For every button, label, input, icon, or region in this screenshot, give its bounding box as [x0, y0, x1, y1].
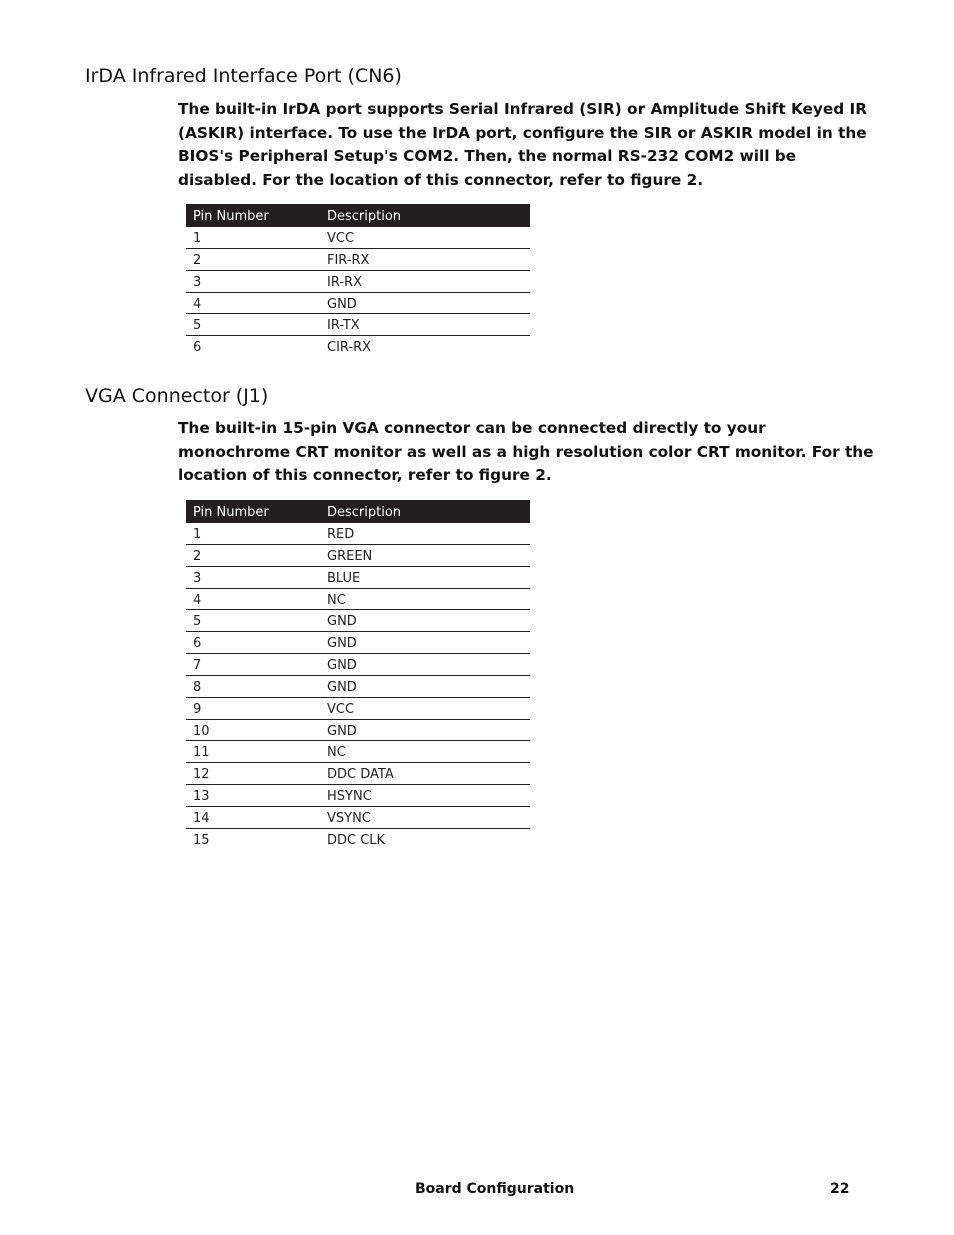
table-row: [186, 763, 530, 785]
table-row: [186, 698, 530, 720]
description-cell: GND: [327, 296, 357, 312]
irda-paragraph: The built-in IrDA port supports Serial Infrared (SIR) or Amplitude Shift Keyed IR (ASKIR) interface. To use the IrDA port, configure the SIR or ASKIR model in the BIOS's Peripheral Setup's COM2. Then, the normal RS-232 COM2 will be disabled. For the location of this connector, refer to figure 2.: [178, 100, 868, 189]
pin-number-cell: 12: [193, 767, 210, 783]
pin-number-cell: 8: [193, 679, 202, 695]
pin-number-cell: 9: [193, 701, 202, 717]
footer-section-title: Board Configuration: [415, 1181, 575, 1197]
pin-number-cell: 4: [193, 592, 202, 608]
table-row: [186, 336, 530, 357]
table-row: [186, 807, 530, 829]
vga-pin-table: [186, 500, 530, 850]
pin-number-cell: 13: [193, 789, 210, 805]
pin-number-cell: 2: [193, 548, 202, 564]
description-cell: GND: [327, 679, 357, 695]
description-cell: DDC CLK: [327, 832, 386, 848]
table-row: [186, 567, 530, 589]
header-description: Description: [327, 209, 402, 224]
table-row: [186, 676, 530, 698]
description-cell: GND: [327, 614, 357, 630]
description-cell: IR-RX: [327, 274, 362, 290]
description-cell: VCC: [327, 231, 355, 246]
description-cell: NC: [327, 592, 346, 608]
description-cell: IR-TX: [327, 318, 360, 334]
pin-number-cell: 1: [193, 527, 202, 542]
pin-number-cell: 10: [193, 723, 210, 739]
pin-number-cell: 11: [193, 745, 210, 761]
description-cell: HSYNC: [327, 789, 372, 805]
pin-number-cell: 5: [193, 614, 202, 630]
description-cell: GND: [327, 658, 357, 674]
description-cell: BLUE: [327, 570, 361, 586]
description-cell: NC: [327, 745, 346, 761]
pin-number-cell: 14: [193, 810, 210, 826]
description-cell: GND: [327, 723, 357, 739]
table-row: [186, 741, 530, 763]
description-cell: GND: [327, 636, 357, 652]
table-row: [186, 545, 530, 567]
vga-heading: VGA Connector (J1): [85, 385, 269, 407]
header-pin-number: Pin Number: [193, 505, 269, 520]
table-row: [186, 632, 530, 654]
description-cell: GREEN: [327, 548, 373, 564]
table-row: [186, 589, 530, 611]
pin-number-cell: 1: [193, 231, 202, 246]
vga-paragraph: The built-in 15-pin VGA connector can be connected directly to your monochrome CRT monitor as well as a high resolution color CRT monitor. For the location of this connector, refer to figure 2.: [178, 419, 874, 484]
header-pin-number: Pin Number: [193, 209, 269, 224]
description-cell: DDC DATA: [327, 767, 394, 783]
table-row: [186, 249, 530, 271]
table-row: [186, 785, 530, 807]
table-row: [186, 523, 530, 545]
irda-heading: IrDA Infrared Interface Port (CN6): [85, 65, 402, 87]
header-description: Description: [327, 505, 402, 520]
description-cell: FIR-RX: [327, 252, 370, 268]
description-cell: VCC: [327, 701, 355, 717]
table-header: [186, 500, 530, 523]
pin-number-cell: 15: [193, 832, 210, 848]
table-row: [186, 227, 530, 249]
table-row: [186, 829, 530, 850]
table-row: [186, 720, 530, 742]
pin-number-cell: 7: [193, 658, 202, 674]
table-row: [186, 271, 530, 293]
table-header: [186, 204, 530, 227]
table-row: [186, 654, 530, 676]
description-cell: VSYNC: [327, 810, 371, 826]
pin-number-cell: 4: [193, 296, 202, 312]
page-number: 22: [830, 1181, 850, 1197]
table-row: [186, 293, 530, 315]
pin-number-cell: 3: [193, 274, 202, 290]
pin-number-cell: 6: [193, 340, 202, 356]
pin-number-cell: 5: [193, 318, 202, 334]
pin-number-cell: 6: [193, 636, 202, 652]
pin-number-cell: 2: [193, 252, 202, 268]
description-cell: CIR-RX: [327, 340, 372, 356]
table-row: [186, 314, 530, 336]
pin-number-cell: 3: [193, 570, 202, 586]
description-cell: RED: [327, 527, 355, 542]
irda-pin-table: [186, 204, 530, 357]
table-row: [186, 610, 530, 632]
